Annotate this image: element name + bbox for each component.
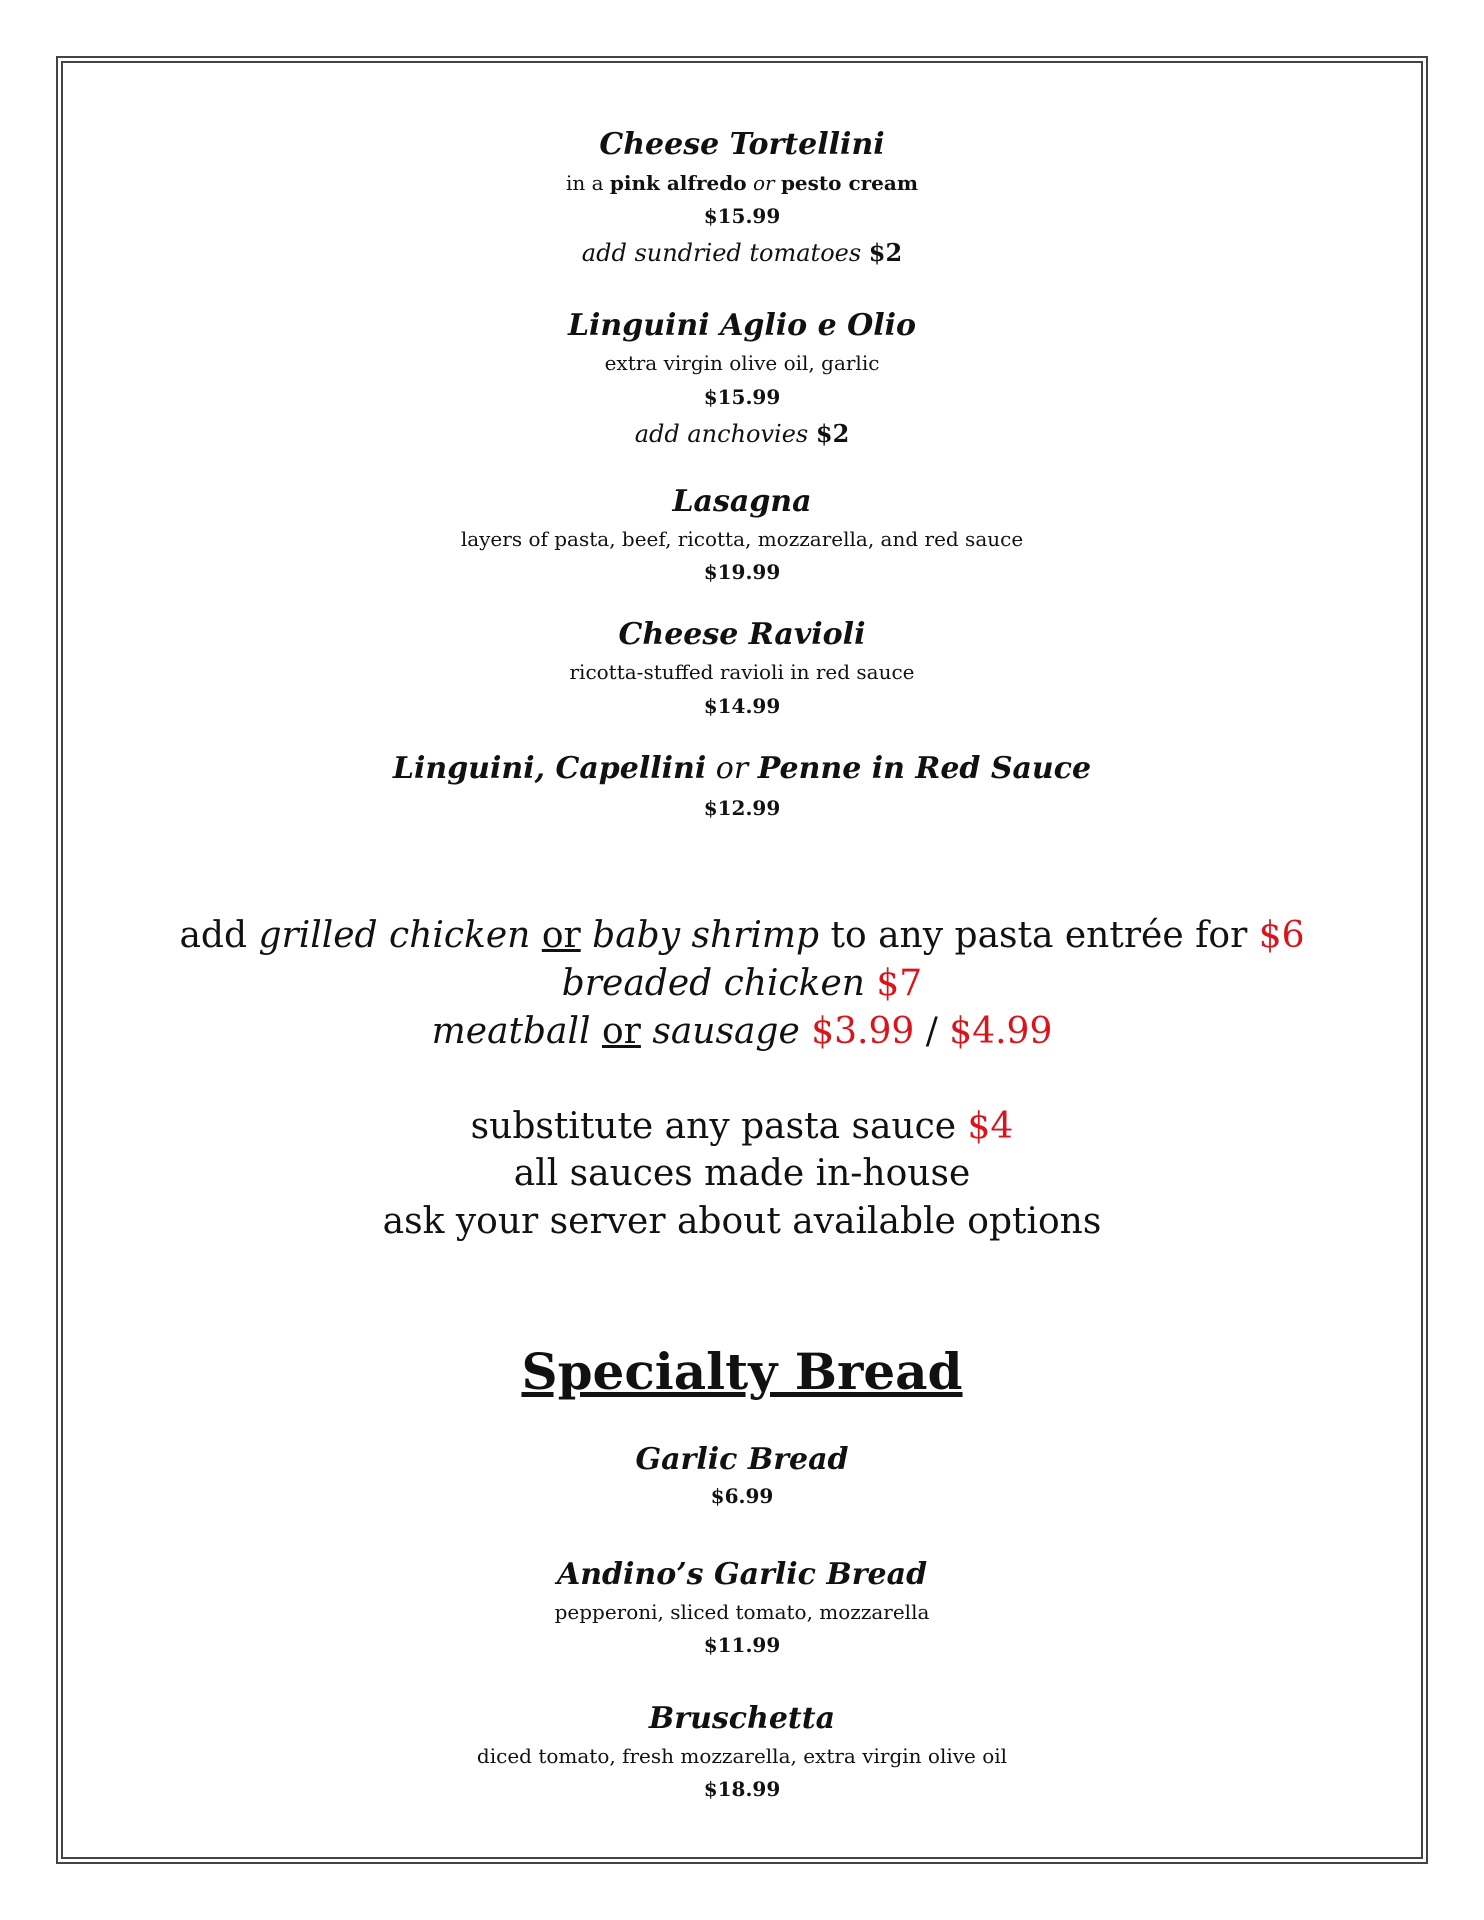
dish-name-lasagna: Lasagna [672, 484, 812, 519]
dish-desc-linguini-aglio: extra virgin olive oil, garlic [604, 351, 880, 375]
dish-name-bruschetta: Bruschetta [648, 1701, 836, 1736]
dish-price-lasagna: $19.99 [703, 560, 781, 584]
dish-name-garlic-bread: Garlic Bread [635, 1442, 849, 1477]
dish-name-cheese-ravioli: Cheese Ravioli [618, 617, 866, 652]
dish-desc-lasagna: layers of pasta, beef, ricotta, mozzarella, and red sauce [460, 527, 1024, 551]
dish-name-andinos-garlic-bread: Andino’s Garlic Bread [556, 1557, 928, 1592]
dish-price-bruschetta: $18.99 [703, 1777, 781, 1801]
dish-name-linguini-aglio: Linguini Aglio e Olio [567, 308, 917, 343]
dish-price-garlic-bread: $6.99 [710, 1484, 774, 1508]
dish-price-linguini-aglio: $15.99 [703, 385, 781, 409]
dish-addon-cheese-tortellini: add sundried tomatoes $2 [581, 238, 903, 267]
dish-desc-andinos-garlic-bread: pepperoni, sliced tomato, mozzarella [554, 1600, 930, 1624]
dish-name-red-sauce-pasta: Linguini, Capellini or Penne in Red Sauce [392, 751, 1092, 786]
dish-addon-linguini-aglio: add anchovies $2 [634, 419, 850, 448]
extras-line-breaded-chicken: breaded chicken $7 [561, 963, 923, 1004]
dish-price-andinos-garlic-bread: $11.99 [703, 1633, 781, 1657]
dish-desc-cheese-ravioli: ricotta-stuffed ravioli in red sauce [569, 660, 915, 684]
dish-price-red-sauce-pasta: $12.99 [703, 796, 781, 820]
sauce-note-ask-server: ask your server about available options [382, 1201, 1102, 1242]
dish-price-cheese-tortellini: $15.99 [703, 204, 781, 228]
dish-price-cheese-ravioli: $14.99 [703, 694, 781, 718]
dish-desc-cheese-tortellini: in a pink alfredo or pesto cream [565, 171, 919, 195]
sauce-note-in-house: all sauces made in-house [513, 1153, 971, 1194]
extras-line-meatball-sausage: meatball or sausage $3.99 / $4.99 [431, 1011, 1053, 1052]
sauce-note-substitute: substitute any pasta sauce $4 [470, 1106, 1014, 1147]
extras-line-chicken-shrimp: add grilled chicken or baby shrimp to any pasta entrée for $6 [179, 915, 1305, 956]
section-title-specialty-bread: Specialty Bread [521, 1342, 963, 1401]
dish-desc-bruschetta: diced tomato, fresh mozzarella, extra virgin olive oil [476, 1744, 1008, 1768]
dish-name-cheese-tortellini: Cheese Tortellini [599, 127, 885, 162]
